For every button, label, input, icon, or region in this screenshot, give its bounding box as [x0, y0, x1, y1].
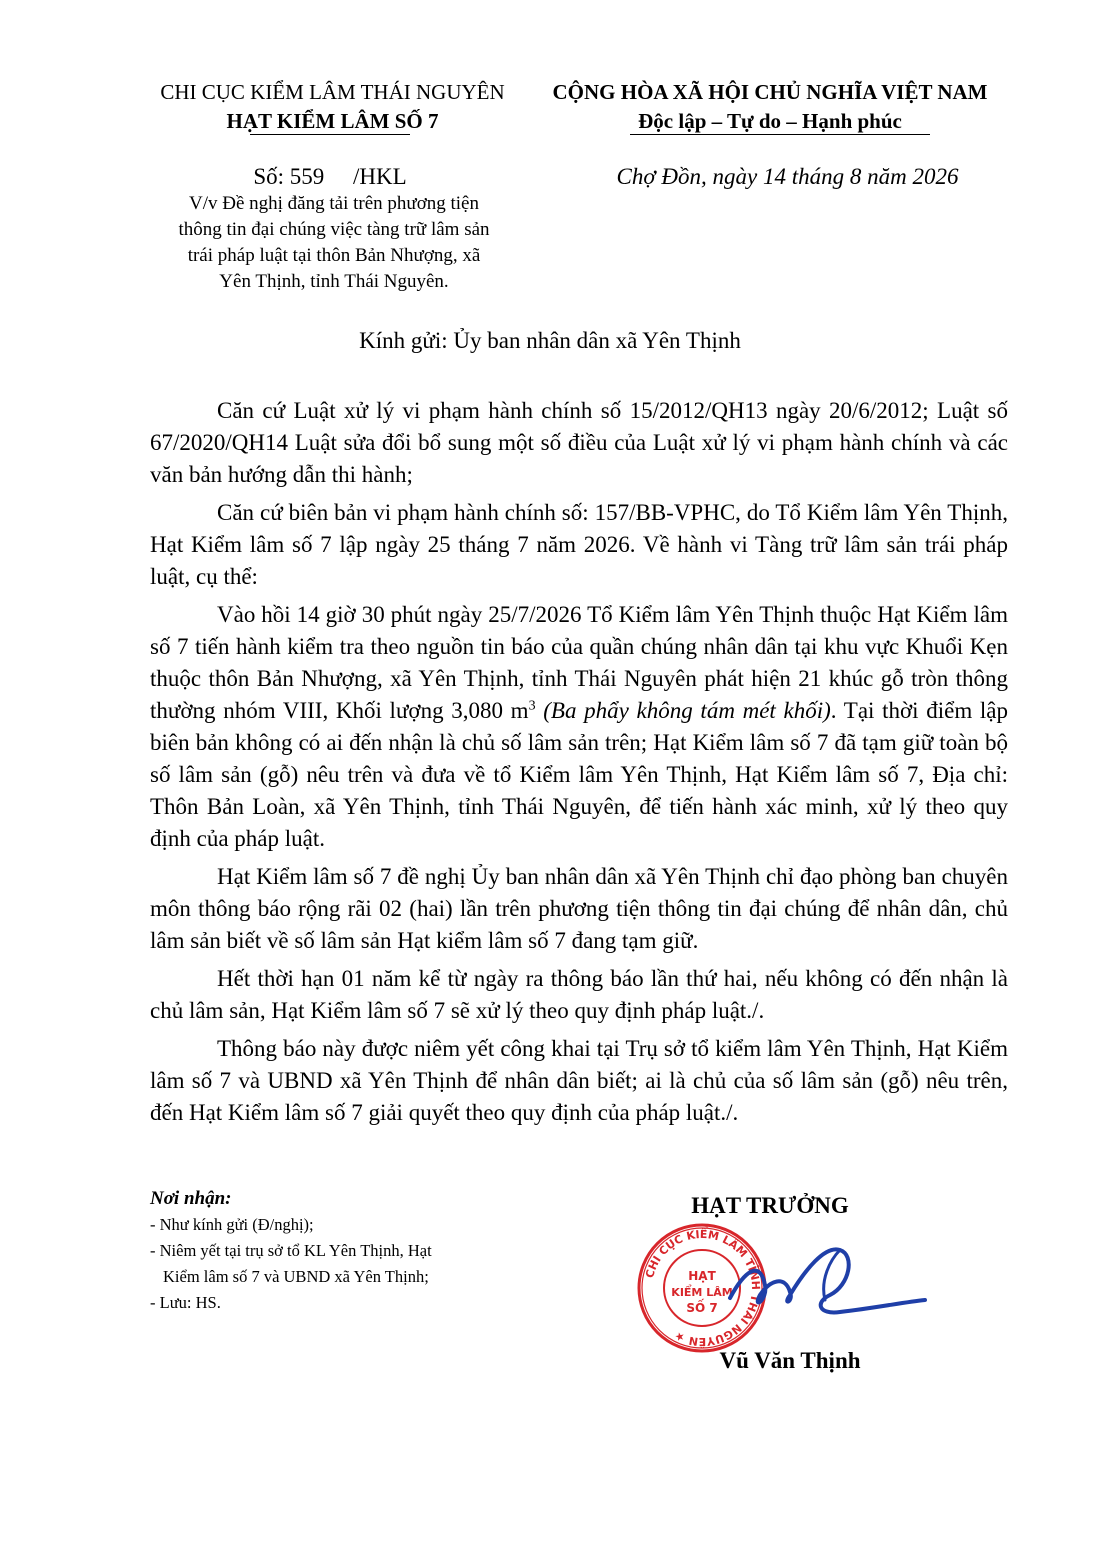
signer-title: HẠT TRƯỞNG [691, 1193, 849, 1218]
subject-line: thông tin đại chúng việc tàng trữ lâm sản [178, 219, 490, 240]
signer-name: Vũ Văn Thịnh [719, 1348, 861, 1373]
addressee: Kính gửi: Ủy ban nhân dân xã Yên Thịnh [359, 328, 741, 353]
national-motto: Độc lập – Tự do – Hạnh phúc [638, 109, 902, 133]
incident-text-cont: . Tại thời điểm lập biên bản không có ai đến nhận là chủ số lâm sản trên; Hạt Kiểm lâm số 7 đã tạm giữ toàn bộ số lâm sản (gỗ) nêu trên và đưa về tổ Kiểm lâm Yên Thịnh, Hạt Kiểm lâm số 7, Địa chỉ: Thôn Bản Loàn, xã Yên Thịnh, tỉnh Thái Nguyên, để tiến hành xác minh, xử lý theo quy định của pháp luật. [150, 698, 1009, 851]
paragraph-legal-basis: Căn cứ Luật xử lý vi phạm hành chính số 15/2012/QH13 ngày 20/6/2012; Luật số 67/2020/QH14 Luật sửa đổi bổ sung một số điều của Luật xử lý vi phạm hành chính và các văn bản hướng dẫn thi hành; [150, 398, 1008, 487]
motto-underline [630, 134, 930, 135]
recipient-item: - Như kính gửi (Đ/nghị); [150, 1215, 314, 1234]
agency-header [130, 78, 535, 136]
national-header [520, 78, 1020, 136]
recipients-title: Nơi nhận: [150, 1188, 232, 1209]
svg-text:SỐ 7: SỐ 7 [686, 1301, 718, 1315]
document-body [150, 395, 1008, 1135]
paragraph-posting: Thông báo này được niêm yết công khai tại Trụ sở tổ kiểm lâm Yên Thịnh, Hạt Kiểm lâm số 7 và UBND xã Yên Thịnh để nhân dân biết; ai là chủ của số lâm sản (gỗ) nêu trên, đến Hạt Kiểm lâm số 7 giải quyết theo quy định của pháp luật./. [150, 1036, 1008, 1125]
paragraph-deadline: Hết thời hạn 01 năm kể từ ngày ra thông báo lần thứ hai, nếu không có đến nhận là chủ lâm sản, Hạt Kiểm lâm số 7 sẽ xử lý theo quy định pháp luật./. [150, 966, 1008, 1023]
paragraph-violation-record: Căn cứ biên bản vi phạm hành chính số: 157/BB-VPHC, do Tổ Kiểm lâm Yên Thịnh, Hạt Kiểm lâm số 7 lập ngày 25 tháng 7 năm 2026. Về hành vi Tàng trữ lâm sản trái pháp luật, cụ thể: [150, 500, 1008, 589]
incident-text: Vào hồi 14 giờ 30 phút ngày 25/7/2026 Tổ Kiểm lâm Yên Thịnh thuộc Hạt Kiểm lâm số 7 tiến hành kiểm tra theo nguồn tin báo của quần chúng nhân dân tại khu vực Khuổi Kẹn thuộc thôn Bản Nhượng, xã Yên Thịnh, tỉnh Thái Nguyên phát hiện 21 khúc gỗ tròn thông thường nhóm VIII, Khối lượng 3,080 m [150, 602, 1008, 723]
country-name: CỘNG HÒA XÃ HỘI CHỦ NGHĨA VIỆT NAM [552, 80, 988, 104]
cubic-superscript: 3 [528, 698, 536, 714]
svg-text:HẠT: HẠT [688, 1269, 716, 1283]
subject-line: V/v Đề nghị đăng tải trên phương tiện [189, 193, 479, 214]
agency-underline [250, 134, 410, 135]
recipients-block [150, 1186, 570, 1316]
document-subject [150, 191, 518, 295]
subject-line: Yên Thịnh, tỉnh Thái Nguyên. [219, 271, 449, 292]
document-number: Số: 559 /HKL [253, 164, 407, 189]
subject-line: trái pháp luật tại thôn Bản Nhượng, xã [187, 245, 481, 266]
recipient-item: Kiểm lâm số 7 và UBND xã Yên Thịnh; [163, 1267, 429, 1286]
handwritten-signature [690, 1240, 930, 1330]
agency-name: HẠT KIỂM LÂM SỐ 7 [226, 109, 439, 133]
recipient-item: - Niêm yết tại trụ sở tổ KL Yên Thịnh, Hạt [150, 1241, 432, 1260]
svg-text:CHI CỤC KIỂM LÂM TỈNH THÁI NGU: CHI CỤC KIỂM LÂM TỈNH THÁI NGUYÊN ★ [643, 1227, 763, 1349]
place-date: Chợ Đồn, ngày 14 tháng 8 năm 2026 [616, 164, 959, 189]
svg-text:KIỂM LÂM: KIỂM LÂM [671, 1286, 733, 1299]
paragraph-incident [150, 599, 1008, 855]
recipient-item: - Lưu: HS. [150, 1293, 221, 1312]
agency-parent: CHI CỤC KIỂM LÂM THÁI NGUYÊN [160, 80, 505, 104]
paragraph-request: Hạt Kiểm lâm số 7 đề nghị Ủy ban nhân dân xã Yên Thịnh chỉ đạo phòng ban chuyên môn thông báo rộng rãi 02 (hai) lần trên phương tiện thông tin đại chúng để nhân dân, chủ lâm sản biết về số lâm sản Hạt kiểm lâm số 7 đang tạm giữ. [150, 864, 1008, 953]
volume-in-words: (Ba phẩy không tám mét khối) [535, 698, 831, 723]
